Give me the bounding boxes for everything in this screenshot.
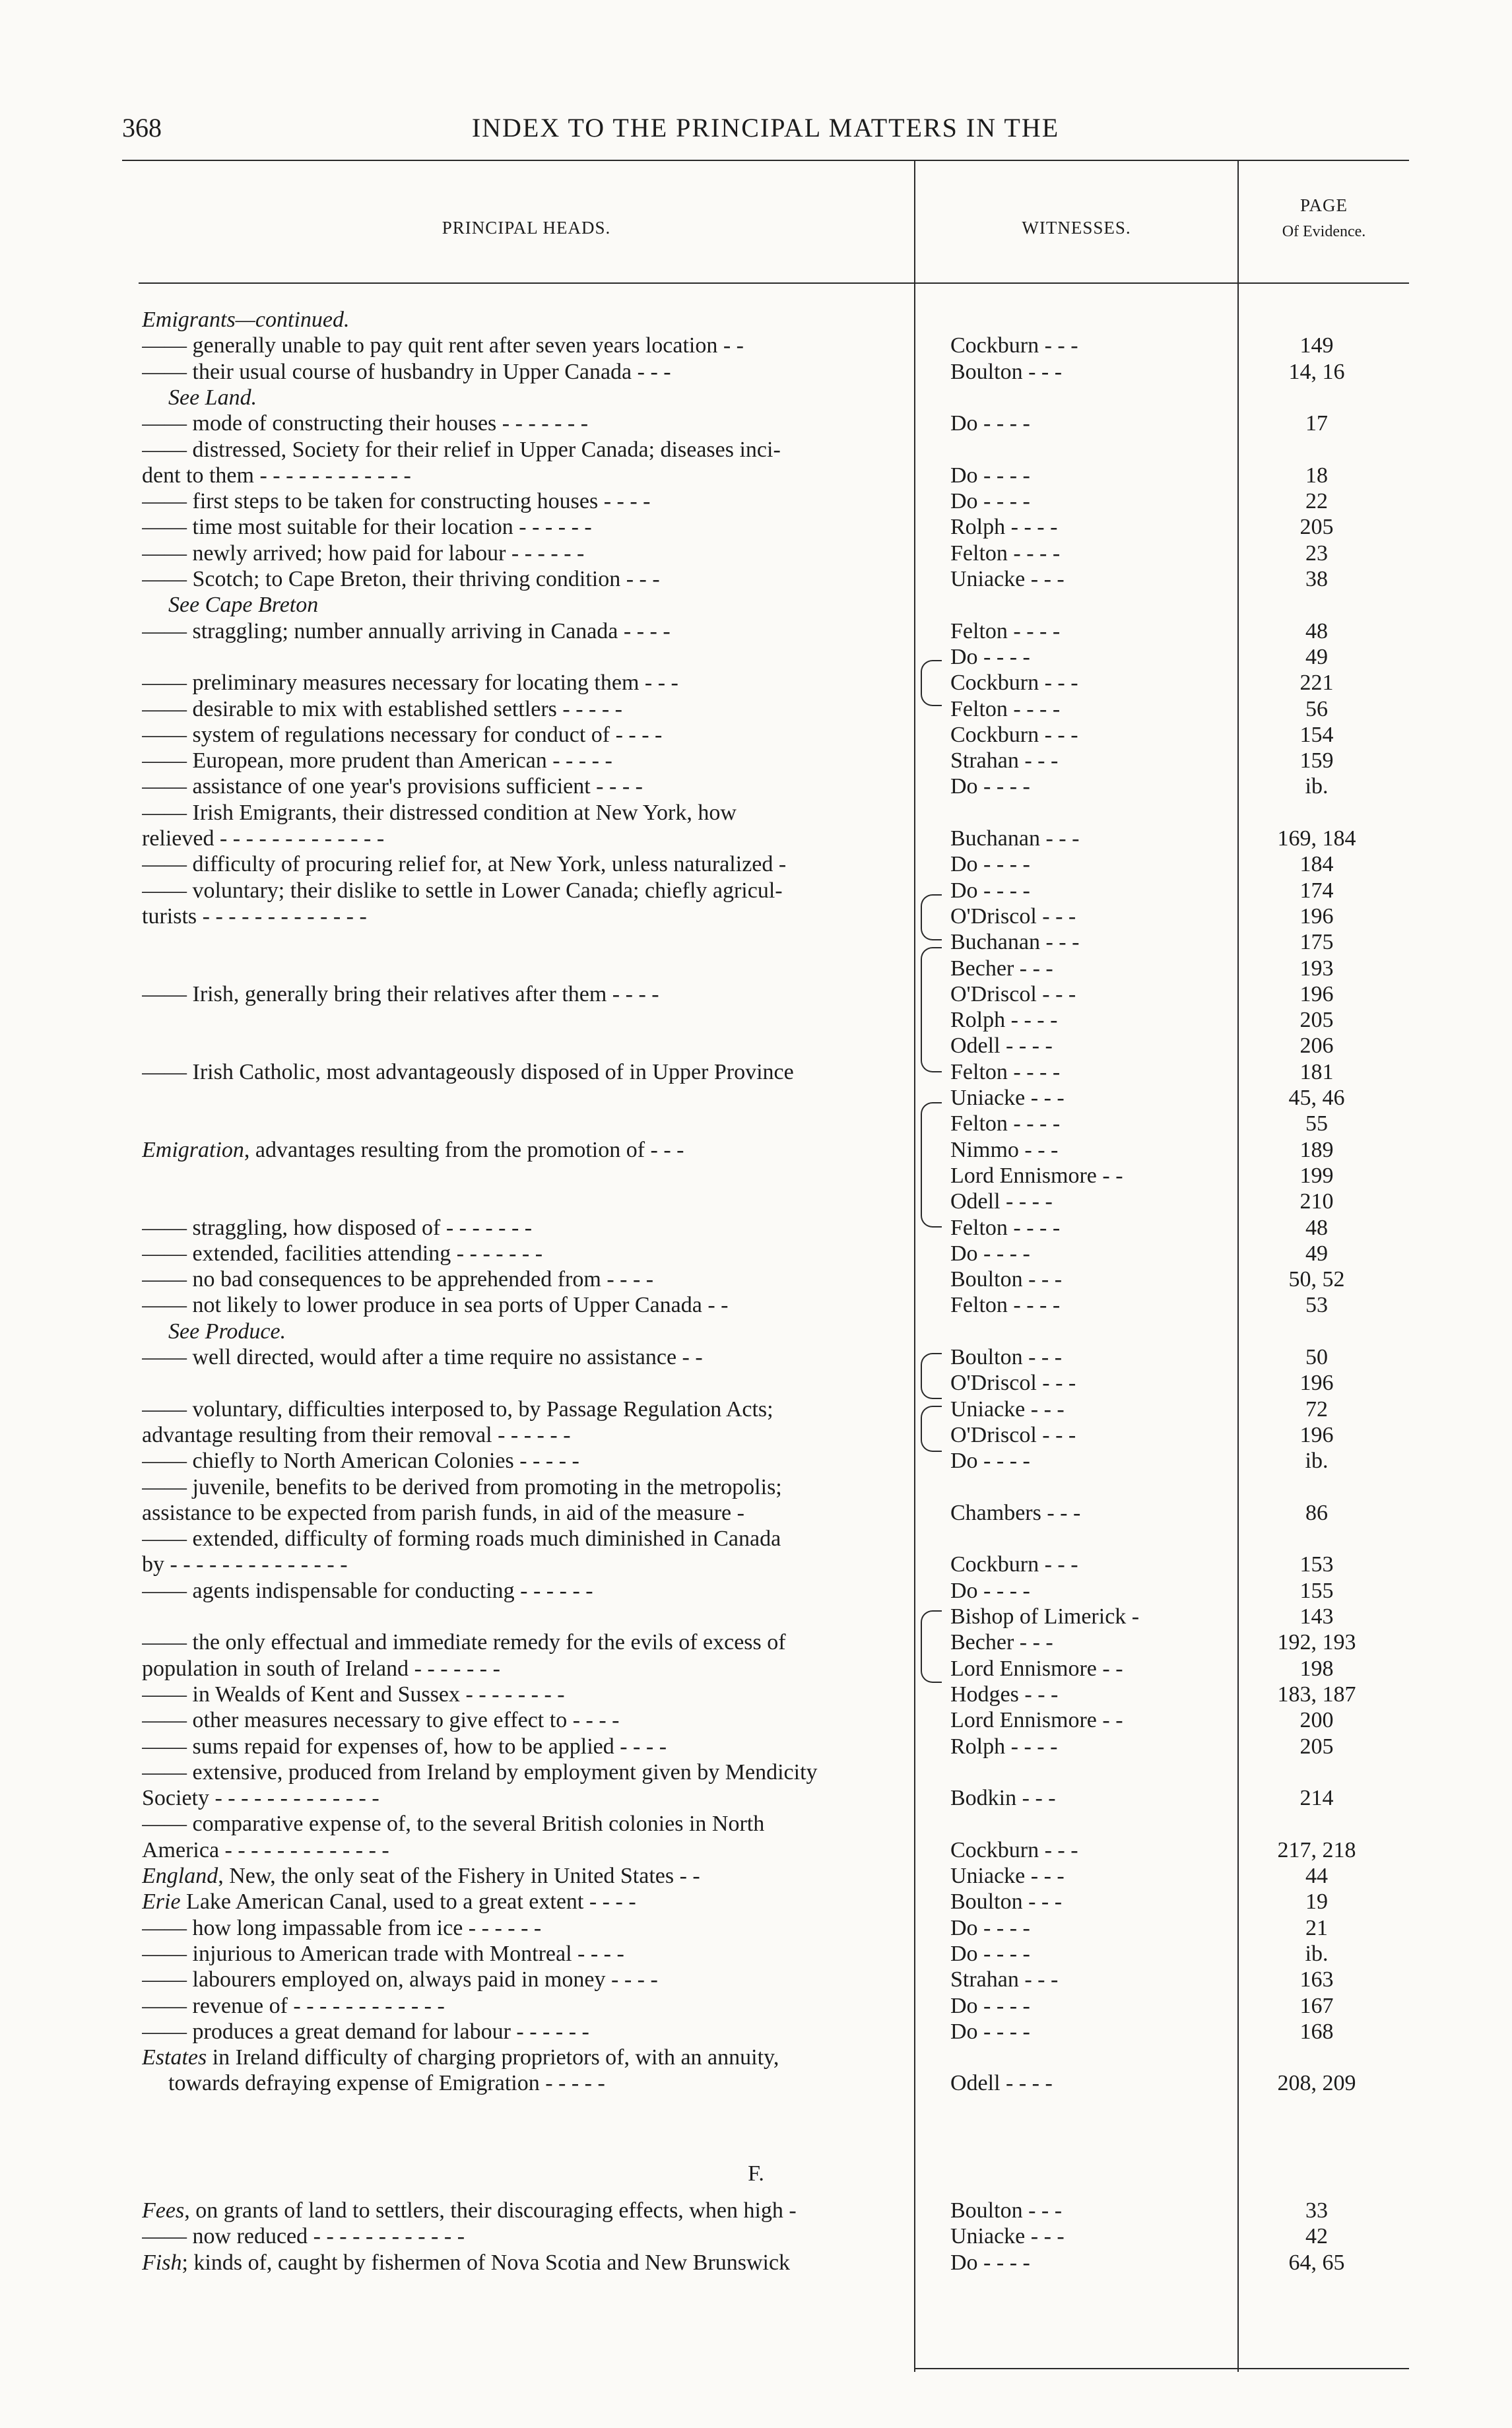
index-row (0, 851, 1512, 878)
witness-name: Becher - - - (950, 956, 1053, 981)
index-heading-text: —— juvenile, benefits to be derived from promoting in the metropolis; (142, 1474, 782, 1499)
witness-name: Boulton - - - (950, 1345, 1063, 1369)
page-reference: 72 (1305, 1396, 1328, 1422)
witness-name: O'Driscol - - - (950, 1371, 1076, 1396)
page-reference: 184 (1299, 852, 1334, 877)
page-reference: 21 (1305, 1915, 1328, 1940)
index-row (0, 1137, 1512, 1164)
index-row (0, 566, 1512, 593)
index-heading-text: —— agents indispensable for conducting - - - - - - (142, 1578, 593, 1603)
page-reference: 199 (1299, 1163, 1334, 1188)
index-heading-text: —— assistance of one year's provisions sufficient - - - - (142, 774, 643, 799)
page-reference: ib. (1305, 1449, 1329, 1474)
index-row (0, 2250, 1512, 2276)
page-reference: 154 (1299, 722, 1334, 747)
index-row (0, 696, 1512, 723)
page-reference: 50, 52 (1288, 1267, 1345, 1292)
index-row (0, 385, 1512, 411)
index-heading-text: —— Scotch; to Cape Breton, their thriving condition - - - (142, 567, 660, 591)
index-row (0, 1578, 1512, 1604)
index-heading-text: America - - - - - - - - - - - - - (142, 1837, 389, 1862)
index-heading-text: dent to them - - - - - - - - - - - - (142, 463, 411, 488)
index-row (0, 1629, 1512, 1656)
witness-name: Cockburn - - - (950, 722, 1078, 747)
header-bottom-rule (139, 282, 1409, 284)
page-reference: ib. (1305, 774, 1329, 799)
witness-name: Do - - - - (950, 2250, 1030, 2275)
index-row (0, 1241, 1512, 1267)
index-row (0, 929, 1512, 956)
page-reference: 42 (1305, 2224, 1328, 2249)
index-row (0, 2198, 1512, 2224)
page-reference: 48 (1305, 1215, 1328, 1240)
index-heading-text: —— system of regulations necessary for conduct of - - - - (142, 722, 663, 747)
index-row (0, 878, 1512, 904)
index-heading-text: —— labourers employed on, always paid in money - - - - (142, 1967, 658, 1992)
index-heading-text: by - - - - - - - - - - - - - - (142, 1552, 348, 1577)
index-row (0, 1604, 1512, 1630)
witness-name: Do - - - - (950, 1941, 1030, 1966)
top-rule (122, 160, 1409, 161)
entry-headword: England (142, 1864, 218, 1888)
index-row (0, 618, 1512, 645)
index-heading-text: —— no bad consequences to be apprehended from - - - - (142, 1267, 654, 1292)
index-heading-text: —— sums repaid for expenses of, how to be applied - - - - (142, 1734, 667, 1759)
index-heading-text: —— well directed, would after a time require no assistance - - (142, 1345, 703, 1369)
index-row (0, 359, 1512, 385)
witness-name: Uniacke - - - (950, 1396, 1065, 1422)
witness-name: Bodkin - - - (950, 1786, 1056, 1811)
index-row (0, 1319, 1512, 1345)
page-reference: 167 (1299, 1993, 1334, 2018)
index-row (0, 1189, 1512, 1215)
index-row (0, 2045, 1512, 2071)
page-reference: 196 (1299, 903, 1334, 929)
page-reference: 192, 193 (1277, 1630, 1356, 1655)
page-reference: 53 (1305, 1293, 1328, 1318)
witness-name: Hodges - - - (950, 1682, 1059, 1707)
page-reference: 210 (1299, 1189, 1334, 1214)
index-heading-text: —— first steps to be taken for constructing houses - - - - (142, 489, 651, 514)
index-heading-text: Fees, on grants of land to settlers, their discouraging effects, when high - (142, 2198, 797, 2223)
index-row (0, 1474, 1512, 1501)
index-heading-text: towards defraying expense of Emigration - - - - - (168, 2071, 605, 2096)
witness-name: Odell - - - - (950, 1189, 1053, 1214)
witness-name: Lord Ennismore - - (950, 1163, 1123, 1188)
page-reference: 214 (1299, 1786, 1334, 1811)
index-heading-text: —— now reduced - - - - - - - - - - - - (142, 2224, 465, 2249)
page-reference: 19 (1305, 1889, 1328, 1915)
index-heading-text: —— European, more prudent than American - - - - - (142, 748, 612, 773)
page-reference: 149 (1299, 333, 1334, 358)
witness-name: Uniacke - - - (950, 567, 1065, 591)
witness-name: Odell - - - - (950, 1034, 1053, 1059)
index-heading-text: Society - - - - - - - - - - - - - (142, 1786, 379, 1811)
page-reference: 56 (1305, 696, 1328, 721)
witness-name: Felton - - - - (950, 1215, 1061, 1240)
page-reference: 64, 65 (1288, 2250, 1345, 2275)
page-reference: 163 (1299, 1967, 1334, 1992)
index-row (0, 903, 1512, 930)
page-reference: 198 (1299, 1656, 1334, 1681)
running-title: INDEX TO THE PRINCIPAL MATTERS IN THE (471, 113, 1060, 143)
index-heading-text: —— revenue of - - - - - - - - - - - - (142, 1993, 445, 2018)
index-heading-text: relieved - - - - - - - - - - - - - (142, 826, 385, 851)
witness-name: Cockburn - - - (950, 671, 1078, 696)
witness-name: O'Driscol - - - (950, 1422, 1076, 1447)
page-reference: 50 (1305, 1345, 1328, 1369)
page-reference: 221 (1299, 671, 1334, 696)
bottom-rule (914, 2368, 1409, 2369)
index-row (0, 1448, 1512, 1474)
witness-name: Do - - - - (950, 1915, 1030, 1940)
page-reference: 49 (1305, 1241, 1328, 1266)
index-heading-text: —— mode of constructing their houses - - - - - - - (142, 411, 589, 436)
page-reference: 49 (1305, 644, 1328, 669)
witness-name: Do - - - - (950, 489, 1030, 514)
index-heading-text: —— generally unable to pay quit rent after seven years location - - (142, 333, 744, 358)
index-row (0, 1500, 1512, 1526)
index-row (0, 1941, 1512, 1967)
witness-name: Boulton - - - (950, 2198, 1063, 2223)
index-row (0, 541, 1512, 567)
witness-name: O'Driscol - - - (950, 903, 1076, 929)
witness-name: Buchanan - - - (950, 930, 1080, 955)
witness-name: Felton - - - - (950, 1059, 1061, 1084)
witness-name: Becher - - - (950, 1630, 1053, 1655)
index-row (0, 488, 1512, 515)
index-heading-text: —— injurious to American trade with Montreal - - - - (142, 1941, 624, 1966)
index-heading-text: —— extended, difficulty of forming roads much diminished in Canada (142, 1526, 781, 1552)
witness-name: Do - - - - (950, 2019, 1030, 2044)
index-heading-text: —— extensive, produced from Ireland by employment given by Mendicity (142, 1759, 818, 1785)
index-heading-text: Estates in Ireland difficulty of charging proprietors of, with an annuity, (142, 2045, 779, 2070)
index-row (0, 1396, 1512, 1423)
witness-name: Felton - - - - (950, 541, 1061, 566)
index-heading-text: —— time most suitable for their location - - - - - - (142, 515, 592, 540)
page-reference: 169, 184 (1277, 826, 1356, 851)
index-heading-text: —— straggling; number annually arriving in Canada - - - - (142, 618, 671, 643)
witness-name: Felton - - - - (950, 696, 1061, 721)
index-row (0, 1785, 1512, 1812)
index-heading-text: —— comparative expense of, to the several British colonies in North (142, 1812, 765, 1837)
index-heading-text: —— how long impassable from ice - - - - - - (142, 1915, 542, 1940)
page-reference: 18 (1305, 463, 1328, 488)
index-row (0, 437, 1512, 463)
witness-name: Lord Ennismore - - (950, 1656, 1123, 1681)
witness-name: Bishop of Limerick - (950, 1604, 1140, 1629)
index-row (0, 800, 1512, 826)
page-reference: 45, 46 (1288, 1086, 1345, 1110)
witness-name: Boulton - - - (950, 359, 1063, 384)
index-heading-text: —— newly arrived; how paid for labour - - - - - - (142, 541, 585, 566)
index-row (0, 1215, 1512, 1241)
entry-headword: Erie (142, 1889, 181, 1915)
entry-headword: Estates (142, 2045, 207, 2070)
page-reference: 86 (1305, 1500, 1328, 1525)
page-reference: 193 (1299, 956, 1334, 981)
page-reference: 174 (1299, 878, 1334, 903)
page-reference: 205 (1299, 1734, 1334, 1759)
index-row (0, 333, 1512, 359)
index-heading-text: —— distressed, Society for their relief in Upper Canada; diseases inci- (142, 437, 781, 462)
witness-name: Do - - - - (950, 463, 1030, 488)
index-heading-text: —— straggling, how disposed of - - - - - - - (142, 1215, 533, 1240)
index-row (0, 1682, 1512, 1708)
index-heading-text: assistance to be expected from parish funds, in aid of the measure - (142, 1500, 744, 1525)
index-row (0, 410, 1512, 437)
entry-headword: Fees (142, 2198, 185, 2223)
index-row (0, 1266, 1512, 1293)
index-row (0, 1759, 1512, 1786)
page-reference: 175 (1299, 930, 1334, 955)
column-head-principal-heads: PRINCIPAL HEADS. (442, 218, 611, 238)
index-heading-text: Emigration, advantages resulting from the promotion of - - - (142, 1137, 684, 1162)
witness-name: Do - - - - (950, 1578, 1030, 1603)
index-heading-text: —— preliminary measures necessary for locating them - - - (142, 671, 678, 696)
witness-name: Strahan - - - (950, 1967, 1059, 1992)
index-heading-text: —— Irish Catholic, most advantageously disposed of in Upper Province (142, 1059, 794, 1084)
page-reference: ib. (1305, 1941, 1329, 1966)
witness-name: Felton - - - - (950, 618, 1061, 643)
index-row (0, 1370, 1512, 1396)
witness-name: Do - - - - (950, 774, 1030, 799)
witness-name: Lord Ennismore - - (950, 1708, 1123, 1733)
page-reference: 196 (1299, 1422, 1334, 1447)
index-heading-text: —— the only effectual and immediate remedy for the evils of excess of (142, 1630, 786, 1655)
index-heading-text: —— desirable to mix with established settlers - - - - - (142, 696, 622, 721)
index-row (0, 2070, 1512, 2097)
column-head-witnesses: WITNESSES. (1022, 218, 1131, 238)
page-header (122, 112, 1409, 152)
index-row (0, 1552, 1512, 1578)
index-heading-text: advantage resulting from their removal - - - - - - (142, 1422, 571, 1447)
page-reference: 196 (1299, 981, 1334, 1006)
page-reference: 205 (1299, 1008, 1334, 1033)
page-reference: 14, 16 (1288, 359, 1345, 384)
index-row (0, 1707, 1512, 1734)
index-row (0, 1863, 1512, 1889)
index-row (0, 1811, 1512, 1837)
witness-name: Rolph - - - - (950, 1008, 1058, 1033)
index-row (0, 1292, 1512, 1319)
witness-name: Do - - - - (950, 644, 1030, 669)
witness-name: Uniacke - - - (950, 2224, 1065, 2249)
index-row (0, 773, 1512, 800)
witness-name: Do - - - - (950, 1241, 1030, 1266)
index-heading-text: —— Irish, generally bring their relatives after them - - - - (142, 981, 659, 1006)
index-row (0, 644, 1512, 671)
index-heading-text: turists - - - - - - - - - - - - - (142, 903, 367, 929)
page-reference: 183, 187 (1277, 1682, 1356, 1707)
witness-name: O'Driscol - - - (950, 981, 1076, 1006)
page-reference: 217, 218 (1277, 1837, 1356, 1862)
witness-name: Boulton - - - (950, 1267, 1063, 1292)
page-reference: 33 (1305, 2198, 1328, 2223)
index-heading-text: England, New, the only seat of the Fishery in United States - - (142, 1864, 700, 1888)
index-row (0, 592, 1512, 618)
index-row (0, 1734, 1512, 1760)
witness-name: Do - - - - (950, 1993, 1030, 2018)
witness-name: Felton - - - - (950, 1293, 1061, 1318)
index-heading-text: —— voluntary; their dislike to settle in Lower Canada; chiefly agricul- (142, 878, 783, 903)
index-heading-text: Emigrants—continued. (142, 308, 350, 332)
page-reference: 200 (1299, 1708, 1334, 1733)
index-heading-text: Fish; kinds of, caught by fishermen of Nova Scotia and New Brunswick (142, 2250, 791, 2275)
witness-name: Cockburn - - - (950, 1837, 1078, 1862)
page-reference: 196 (1299, 1371, 1334, 1396)
index-heading-text: —— their usual course of husbandry in Upper Canada - - - (142, 359, 671, 384)
witness-name: Buchanan - - - (950, 826, 1080, 851)
index-heading-text: Erie Lake American Canal, used to a great extent - - - - (142, 1889, 636, 1915)
section-letter-f: F. (748, 2161, 764, 2186)
page-reference: 48 (1305, 618, 1328, 643)
witness-name: Cockburn - - - (950, 1552, 1078, 1577)
index-heading-text: See Land. (168, 385, 257, 410)
index-row (0, 1163, 1512, 1189)
witness-name: Do - - - - (950, 852, 1030, 877)
index-row (0, 981, 1512, 1008)
page-reference: 17 (1305, 411, 1328, 436)
witness-name: Rolph - - - - (950, 1734, 1058, 1759)
page-reference: 181 (1299, 1059, 1334, 1084)
witness-name: Strahan - - - (950, 748, 1059, 773)
index-row (0, 1059, 1512, 1086)
page-reference: 22 (1305, 489, 1328, 514)
index-row (0, 670, 1512, 696)
index-row (0, 1993, 1512, 2019)
index-row (0, 748, 1512, 774)
index-heading-text: —— not likely to lower produce in sea ports of Upper Canada - - (142, 1293, 729, 1318)
page-reference: 168 (1299, 2019, 1334, 2044)
index-row (0, 1967, 1512, 1993)
index-row (0, 826, 1512, 852)
witness-name: Do - - - - (950, 411, 1030, 436)
witness-name: Nimmo - - - (950, 1137, 1059, 1162)
index-row (0, 1915, 1512, 1942)
page-reference: 159 (1299, 748, 1334, 773)
index-row (0, 1344, 1512, 1371)
index-row (0, 1422, 1512, 1449)
page-reference: 208, 209 (1277, 2071, 1356, 2096)
index-heading-text: —— produces a great demand for labour - - - - - - (142, 2019, 589, 2044)
index-row (0, 1111, 1512, 1137)
page-reference: 55 (1305, 1111, 1328, 1136)
entry-headword: Fish (142, 2250, 182, 2275)
page-reference: 153 (1299, 1552, 1334, 1577)
index-row (0, 463, 1512, 489)
index-heading-text: See Produce. (168, 1319, 286, 1344)
page-reference: 38 (1305, 567, 1328, 591)
page-number: 368 (122, 113, 162, 143)
witness-name: Chambers - - - (950, 1500, 1081, 1525)
witness-name: Boulton - - - (950, 1889, 1063, 1915)
index-heading-text: —— extended, facilities attending - - - - - - - (142, 1241, 543, 1266)
entry-headword: Emigration (142, 1137, 244, 1162)
witness-name: Uniacke - - - (950, 1086, 1065, 1110)
page-reference: 44 (1305, 1864, 1328, 1888)
page-reference: 143 (1299, 1604, 1334, 1629)
index-row (0, 2019, 1512, 2045)
index-heading-text: —— voluntary, difficulties interposed to, by Passage Regulation Acts; (142, 1396, 773, 1422)
witness-name: Felton - - - - (950, 1111, 1061, 1136)
index-heading-text: population in south of Ireland - - - - - - - (142, 1656, 500, 1681)
column-head-page-subtitle: Of Evidence. (1282, 223, 1366, 240)
witness-name: Uniacke - - - (950, 1864, 1065, 1888)
index-row (0, 2223, 1512, 2250)
index-row (0, 1007, 1512, 1034)
index-row (0, 722, 1512, 748)
page-reference: 205 (1299, 515, 1334, 540)
index-row (0, 1889, 1512, 1915)
index-row (0, 1085, 1512, 1111)
witness-name: Do - - - - (950, 878, 1030, 903)
index-heading-text: —— chiefly to North American Colonies - - - - - (142, 1449, 579, 1474)
index-row (0, 1033, 1512, 1059)
witness-name: Odell - - - - (950, 2071, 1053, 2096)
witness-name: Rolph - - - - (950, 515, 1058, 540)
index-heading-text: —— other measures necessary to give effect to - - - - (142, 1708, 620, 1733)
page-reference: 23 (1305, 541, 1328, 566)
column-head-page: PAGE (1299, 195, 1348, 215)
index-heading-text: —— in Wealds of Kent and Sussex - - - - - - - - (142, 1682, 565, 1707)
index-row (0, 1837, 1512, 1864)
witness-name: Do - - - - (950, 1449, 1030, 1474)
index-heading-text: —— Irish Emigrants, their distressed condition at New York, how (142, 800, 737, 825)
index-row (0, 307, 1512, 333)
page-reference: 189 (1299, 1137, 1334, 1162)
page-reference: 206 (1299, 1034, 1334, 1059)
index-row (0, 1656, 1512, 1682)
witness-name: Cockburn - - - (950, 333, 1078, 358)
page-reference: 155 (1299, 1578, 1334, 1603)
index-row (0, 514, 1512, 541)
index-row (0, 956, 1512, 982)
index-heading-text: —— difficulty of procuring relief for, at New York, unless naturalized - (142, 852, 787, 877)
index-row (0, 1526, 1512, 1552)
index-heading-text: See Cape Breton (168, 593, 319, 618)
